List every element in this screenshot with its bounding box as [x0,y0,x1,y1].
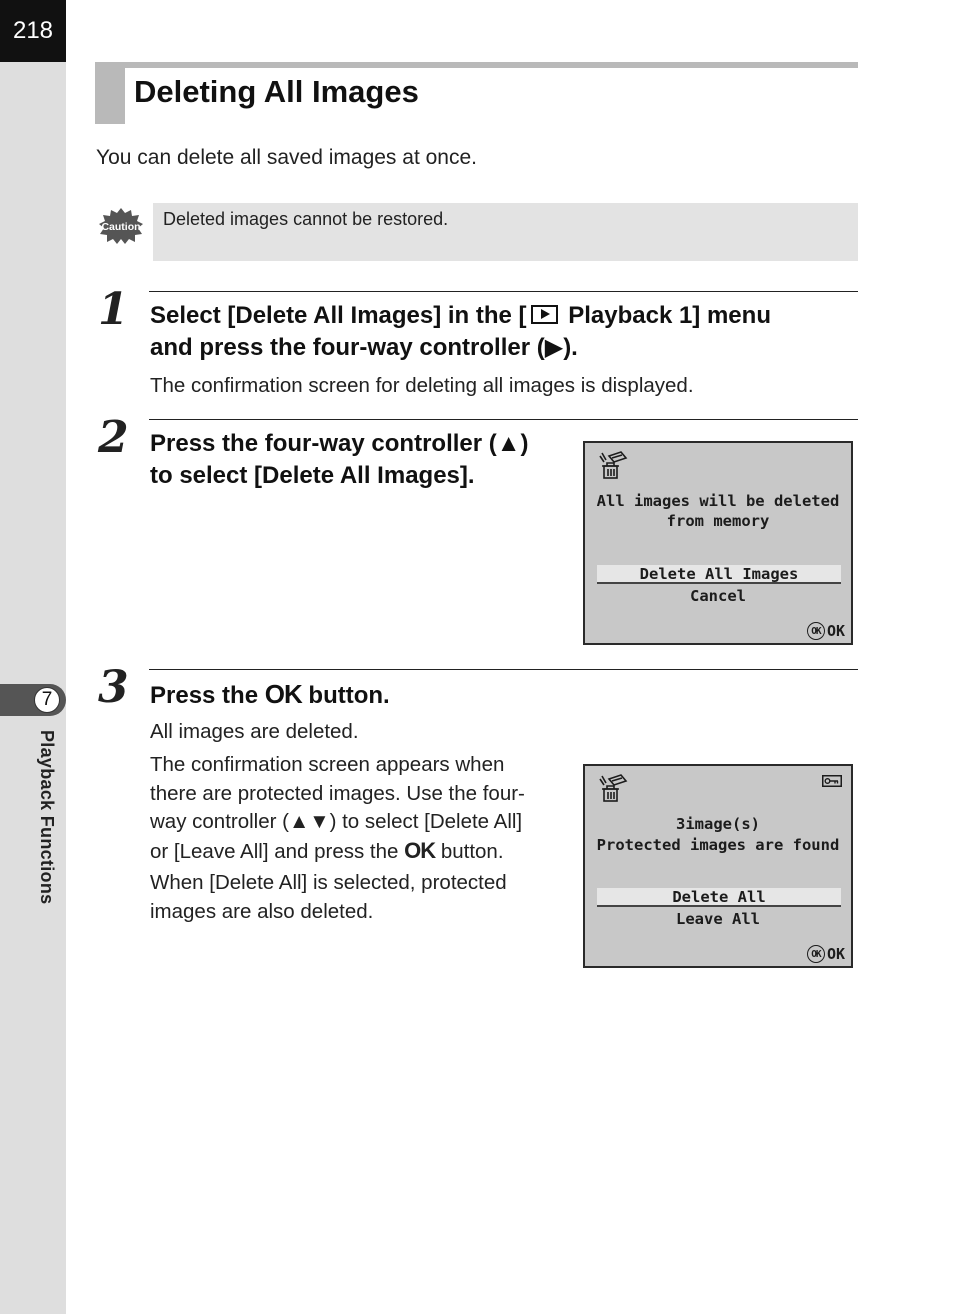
menu-option-selected[interactable]: Delete All Images [597,565,841,584]
menu-option-selected[interactable]: Delete All [597,888,841,907]
camera-screen [583,764,853,968]
step-body [150,751,570,866]
ok-indicator [807,622,845,640]
step-divider [149,419,858,420]
camera-screen [583,441,853,645]
step-heading-part: Select [Delete All Images] in the [ [150,302,527,329]
title-marker [95,62,125,124]
step-heading-part: and press the four-way controller (▶). [150,334,578,361]
body-line: images are also deleted. [150,899,374,923]
ok-button-glyph: OK [404,837,436,863]
caution-icon [98,207,144,245]
step-heading-part: to select [Delete All Images]. [150,462,475,489]
ok-button-icon: OK [807,622,825,640]
screen-message: Protected images are found [596,836,840,854]
step-heading-part: Press the four-way controller (▲) [150,430,529,457]
menu-option[interactable]: Cancel [690,587,746,605]
chapter-number: 7 [34,687,60,713]
ok-label: OK [826,945,845,963]
chapter-label: Playback Functions [37,730,57,905]
menu-option[interactable]: Leave All [676,910,760,928]
step-heading-part: Playback 1] menu [561,302,771,329]
intro-text: You can delete all saved images at once. [96,146,477,169]
body-line: button. [435,839,504,863]
step-heading [150,300,771,364]
delete-all-icon [597,450,631,480]
playback-icon [531,305,558,324]
body-line: When [Delete All] is selected, protected [150,871,507,894]
body-line: or [Leave All] and press the [150,839,405,863]
caution-icon-label: Caution [101,221,141,233]
body-line: there are protected images. Use the four- [150,781,525,805]
title-bar [95,62,858,68]
step-number: 3 [98,662,129,713]
step-divider [149,669,858,670]
step-body: The confirmation screen for deleting all images is displayed. [150,374,694,397]
screen-message: from memory [666,512,770,530]
protect-key-icon [822,775,842,787]
step-divider [149,291,858,292]
page-title: Deleting All Images [134,74,419,109]
step-heading [150,678,390,712]
ok-indicator [807,945,845,963]
delete-all-icon [597,773,631,803]
ok-button-icon: OK [807,945,825,963]
body-line: The confirmation screen appears when [150,753,505,776]
step-heading [150,428,529,492]
body-line: way controller (▲▼) to select [Delete All] [150,810,523,833]
page-number: 218 [0,0,66,62]
step-number: 2 [98,412,129,463]
step-number: 1 [98,284,129,335]
step-body [150,869,570,926]
caution-text: Deleted images cannot be restored. [163,209,449,229]
screen-message: 3image(s) [676,815,760,833]
step-body: All images are deleted. [150,720,359,743]
side-strip [0,0,66,1314]
ok-button-glyph: OK [264,679,302,709]
step-heading-part: button. [301,682,390,709]
step-heading-part: Press the [150,682,265,709]
screen-message: All images will be deleted [596,492,840,510]
ok-label: OK [826,622,845,640]
